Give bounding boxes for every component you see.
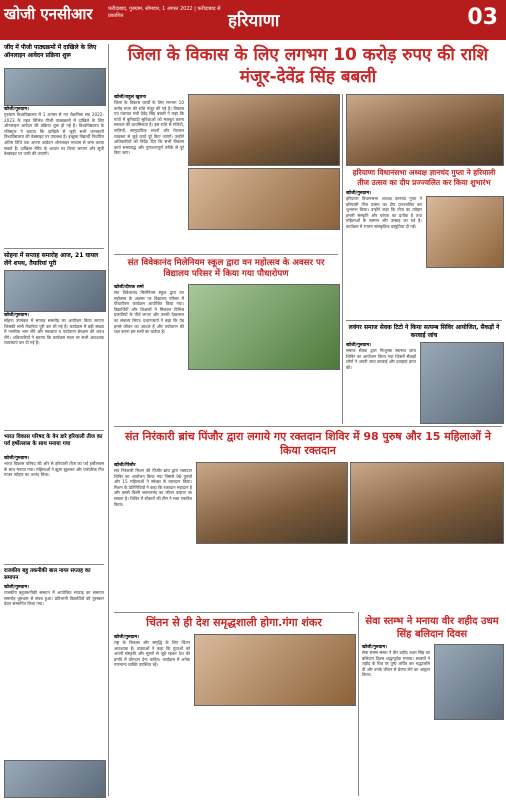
main-headline: जिला के विकास के लिए लगभग 10 करोड़ रुपए की राशि मंजूर-देवेंद्र सिंह बबली [127,45,489,87]
dateline: फरीदाबाद, गुरुग्राम, सोमवार, 1 अगस्त 2022 | फरीदाबाद से प्रकाशित [108,6,221,19]
divider [114,254,338,255]
plantation-photo [188,284,340,370]
blood-donation-photo [196,462,348,544]
article-body: हरियाणा विधानसभा अध्यक्ष ज्ञानचंद गुप्ता ने हरियाली तीज उत्सव का दीप प्रज्ज्वलित कर शुभारंभ किया। उन्होंने कहा कि तीज का त्योहार हमारी संस्कृति और परंपरा का प्रतीक है तथा महिलाओं के सम्मान और उत्साह का पर्व है। कार्यक्रम में रंगारंग सांस्कृतिक प्रस्तुतियां दी गईं। [346,196,422,229]
university-building-photo [4,68,106,106]
dignitary-photo [426,196,504,268]
article-byline: खोजी/गुरुग्राम। [346,343,371,348]
article-byline: खोजी/राहुल खुराना [114,95,147,100]
article-body: सोहना उपमंडल में सप्ताह समारोह का आयोजन किया जाएगा जिसकी सभी तैयारियां पूरी कर ली गई हैं। कार्यक्रम में बड़ी संख्या में नागरिक भाग लेंगे और स्वच्छता व पर्यावरण संरक्षण की शपथ लेंगे। अधिकारियों ने बताया कि कार्यक्रम स्थल पर सभी आवश्यक व्यवस्थाएं कर दी गई हैं। [4,318,104,346]
article-byline: खोजी/गुरुग्राम। [4,585,29,590]
article-body: संत निरंकारी मिशन की पिंजौर ब्रांच द्वारा रक्तदान शिविर का आयोजन किया गया जिसमें 98 पुरुषों और 15 महिलाओं ने स्वेच्छा से रक्तदान किया। मिशन के प्रतिनिधियों ने कहा कि रक्तदान महादान है और इससे किसी जरूरतमंद का जीवन बचाया जा सकता है। शिविर में डॉक्टरों की टीम ने रक्त एकत्रित किया। [114,468,192,507]
divider [4,248,104,249]
divider [346,320,502,321]
article-byline: खोजी/गुरुग्राम। [362,645,387,650]
article-body-continued [194,708,354,794]
article-body: गुरुग्राम विश्वविद्यालय में 1 अगस्त से नए शैक्षणिक सत्र 2022-2023 के तहत विभिन्न पीजी पाठ्यक्रमों में दाखिले के लिए ऑनलाइन आवेदन की प्रक्रिया शुरू हो गई है। विश्वविद्यालय के रजिस्ट्रार ने बताया कि दाखिले से जुड़ी सभी जानकारी विश्वविद्यालय की वेबसाइट पर उपलब्ध है। इच्छुक विद्यार्थी निर्धारित अंतिम तिथि तक अपना आवेदन ऑनलाइन माध्यम से जमा करवा सकते हैं। दाखिला मेरिट के आधार पर किया जाएगा और सूची वेबसाइट पर जारी की जाएगी। [4,112,104,157]
column-divider [358,612,359,796]
article-body: राजकीय बहुतकनीकी संस्थान में आयोजित सप्ताह का समापन समारोह धूमधाम से संपन्न हुआ। प्रतिभागी विद्यार्थियों को पुरस्कार देकर सम्मानित किया गया। [4,590,104,607]
article-body-continued [188,372,338,420]
donors-group-photo [350,462,504,544]
article-body-continued [426,270,502,316]
event-photo [4,270,106,312]
article-body: भारत विकास परिषद की ओर से हरियाली तीज का पर्व हर्षोल्लास के साथ मनाया गया। महिलाओं ने झूला झूलकर और पारंपरिक गीत गाकर त्योहार का आनंद लिया। [4,461,104,478]
article-body: राष्ट्र के विकास और समृद्धि के लिए चिंतन आवश्यक है। वक्ताओं ने कहा कि युवाओं को अपनी संस्कृति और मूल्यों से जुड़े रहकर देश की प्रगति में योगदान देना चाहिए। कार्यक्रम में अनेक गणमान्य व्यक्ति उपस्थित रहे। [114,640,190,668]
column-divider [342,94,343,424]
article-byline: खोजी/गुरुग्राम। [4,107,29,112]
article-headline: संत निरंकारी ब्रांच पिंजौर द्वारा लगाये गए रक्तदान शिविर में 98 पुरुष और 15 महिलाओं ने किया रक्तदान [125,430,491,457]
article-byline: खोजी/गुरुग्राम। [4,313,29,318]
article-byline: खोजी/गुरुग्राम। [114,635,139,640]
newspaper-logo: खोजी एनसीआर [4,5,93,23]
article-body: जिला के विकास कार्यों के लिए लगभग 10 करोड़ रुपए की राशि मंजूर की गई है। विकास एवं पंचायत मंत्री देवेंद्र सिंह बबली ने कहा कि गांवों में बुनियादी सुविधाओं को मजबूत करना सरकार की प्राथमिकता है। इस राशि से गलियों, नालियों, सामुदायिक भवनों और पेयजल व्यवस्था से जुड़े कार्य पूरे किए जाएंगे। उन्होंने अधिकारियों को निर्देश दिए कि सभी विकास कार्य समयबद्ध और गुणवत्तापूर्ण तरीके से पूरे किए जाएं। [114,100,184,156]
page-number: 03 [467,5,498,30]
article-body-continued [350,546,502,608]
article-headline: भारत विकास परिषद के वेन डारे हरियाली तीज का पर्व हर्षोल्लास के साथ मनाया गया [4,434,103,447]
health-camp-photo [420,342,504,424]
column-divider [108,44,109,796]
article-body: संत विवेकानंद मिलेनियम स्कूल द्वारा वन महोत्सव के अवसर पर विद्यालय परिसर में पौधारोपण कार्यक्रम आयोजित किया गया। विद्यार्थियों और शिक्षकों ने मिलकर विभिन्न प्रजातियों के पौधे लगाए और उनकी देखभाल का संकल्प लिया। प्रधानाचार्य ने कहा कि पेड़ हमारे जीवन का आधार हैं और पर्यावरण की रक्षा करना हम सभी का कर्तव्य है। [114,290,184,335]
divider [114,612,354,613]
article-headline: संत विवेकानंद मिलेनियम स्कूल द्वारा वन महोत्सव के अवसर पर विद्यालय परिसर में किया गया पौधारोपण [127,258,325,279]
article-headline: लवंगर समाज सेवक टिटो ने किया सत्यम्ब सिविर आयोजित, सैकड़ों ने करवाई जांच [348,324,500,339]
article-headline: चिंतन से ही देश समृद्धशाली होगा.गंगा शंकर [146,616,322,629]
teej-festival-photo [346,94,504,166]
seminar-photo [194,634,356,706]
article-headline: राजकीय बहु तकनीकी बाल नाग्ल सप्ताह का समापन [4,568,91,581]
ceremony-photo [188,168,340,230]
article-headline: सेवा स्तम्भ ने मनाया वीर शहीद उधम सिंह बलिदान दिवस [365,616,499,640]
article-headline: जींद में पीजी पाठ्यक्रमों में दाखिले के लिए ऑनलाइन आवेदन प्रक्रिया शुरू [4,44,97,59]
photo-caption [188,232,338,250]
article-body-continued [434,722,502,794]
article-byline: खोजी/गुरुग्राम। [346,191,371,196]
masthead [0,0,506,40]
divider [4,564,104,565]
article-headline: सोहना में सप्ताह समारोह आज, 21 घायल लेंगे शपथ, तैयारियां पूरी [4,252,99,267]
article-byline: खोजी/दीपक शर्मा [114,285,144,290]
article-body: सेवा स्तम्भ संस्था ने वीर शहीद उधम सिंह का बलिदान दिवस श्रद्धापूर्वक मनाया। सदस्यों ने शहीद के चित्र पर पुष्प अर्पित कर श्रद्धांजलि दी और उनके जीवन से प्रेरणा लेने का आह्वान किया। [362,650,430,678]
article-body: समाज सेवक द्वारा निःशुल्क स्वास्थ्य जांच शिविर का आयोजन किया गया जिसमें सैकड़ों लोगों ने अपनी जांच करवाई और दवाइयां प्राप्त कीं। [346,348,416,370]
article-byline: खोजी/गुरुग्राम। [4,456,29,461]
article-byline: खोजी/पिंजौर [114,463,136,468]
article-body-continued [196,546,346,608]
divider [114,426,502,427]
section-title: हरियाणा [228,11,280,31]
tribute-photo [434,644,504,720]
divider [4,430,104,431]
group-photo [4,760,106,798]
article-headline: हरियाणा विधानसभा अध्यक्ष ज्ञानचंद गुप्ता ने हरियाली तीज उत्सव का दीप प्रज्ज्वलित कर किया शुभारंभ [352,168,496,187]
minister-event-photo [188,94,340,166]
